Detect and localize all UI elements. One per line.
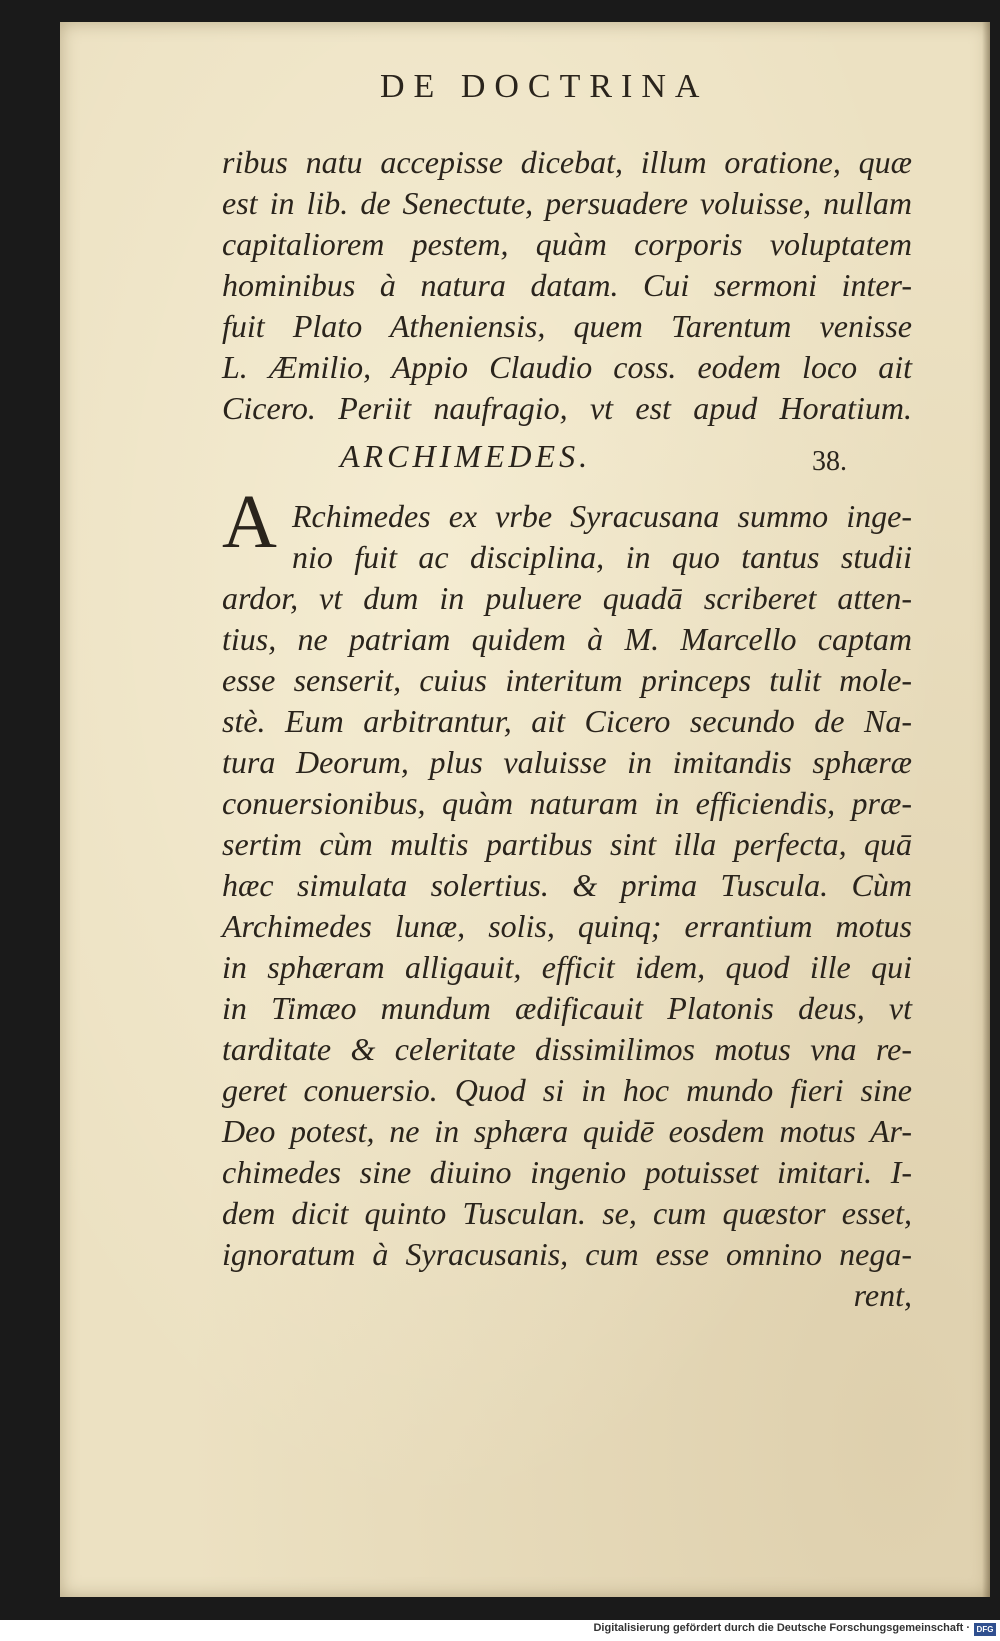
text-line: est in lib. de Senectute, persuadere voluisse, nullam [222,185,912,221]
text-line: conuersionibus, quàm naturam in efficiendis, præ- [222,785,912,821]
text-line: hæc simulata solertius. & prima Tuscula. Cùm [222,867,912,903]
text-line: Archimedes lunæ, solis, quinq; errantium motus [222,908,912,944]
funding-notice: Digitalisierung gefördert durch die Deutsche Forschungsgemeinschaft · [593,1622,970,1634]
running-head: DE DOCTRINA [380,68,709,105]
text-line: fuit Plato Atheniensis, quem Tarentum venisse [222,308,912,344]
text-line: ardor, vt dum in puluere quadā scriberet atten- [222,580,912,616]
folio-number: 38. [812,446,847,477]
text-line: Deo potest, ne in sphæra quidē eosdem motus Ar- [222,1113,912,1149]
text-line: L. Æmilio, Appio Claudio coss. eodem loco ait [222,349,912,385]
text-line: Rchimedes ex vrbe Syracusana summo inge- [292,498,912,534]
text-line: ignoratum à Syracusanis, cum esse omnino nega- [222,1236,912,1272]
text-line: nio fuit ac disciplina, in quo tantus studii [292,539,912,575]
text-line: sertim cùm multis partibus sint illa perfecta, quā [222,826,912,862]
text-line: capitaliorem pestem, quàm corporis voluptatem [222,226,912,262]
text-line: tius, ne patriam quidem à M. Marcello captam [222,621,912,657]
text-line: geret conuersio. Quod si in hoc mundo fieri sine [222,1072,912,1108]
text-line: in Timæo mundum ædificauit Platonis deus, vt [222,990,912,1026]
text-line: in sphæram alligauit, efficit idem, quod ille qui [222,949,912,985]
text-line: ribus natu accepisse dicebat, illum oratione, quæ [222,144,912,180]
text-line: stè. Eum arbitrantur, ait Cicero secundo de Na- [222,703,912,739]
text-line: esse senserit, cuius interitum princeps tulit mole- [222,662,912,698]
text-line: hominibus à natura datam. Cui sermoni inter- [222,267,912,303]
text-line: tura Deorum, plus valuisse in imitandis sphæræ [222,744,912,780]
text-line: Cicero. Periit naufragio, vt est apud Horatium. [222,390,912,426]
dfg-logo-icon: DFG [974,1623,996,1636]
text-line: chimedes sine diuino ingenio potuisset imitari. I- [222,1154,912,1190]
text-line: dem dicit quinto Tusculan. se, cum quæstor esset, [222,1195,912,1231]
digitization-footer [0,1620,1000,1641]
section-heading: ARCHIMEDES. [340,438,592,474]
drop-cap: A [222,480,277,564]
catchword: rent, [853,1277,912,1313]
text-line: tarditate & celeritate dissimilimos motus vna re- [222,1031,912,1067]
